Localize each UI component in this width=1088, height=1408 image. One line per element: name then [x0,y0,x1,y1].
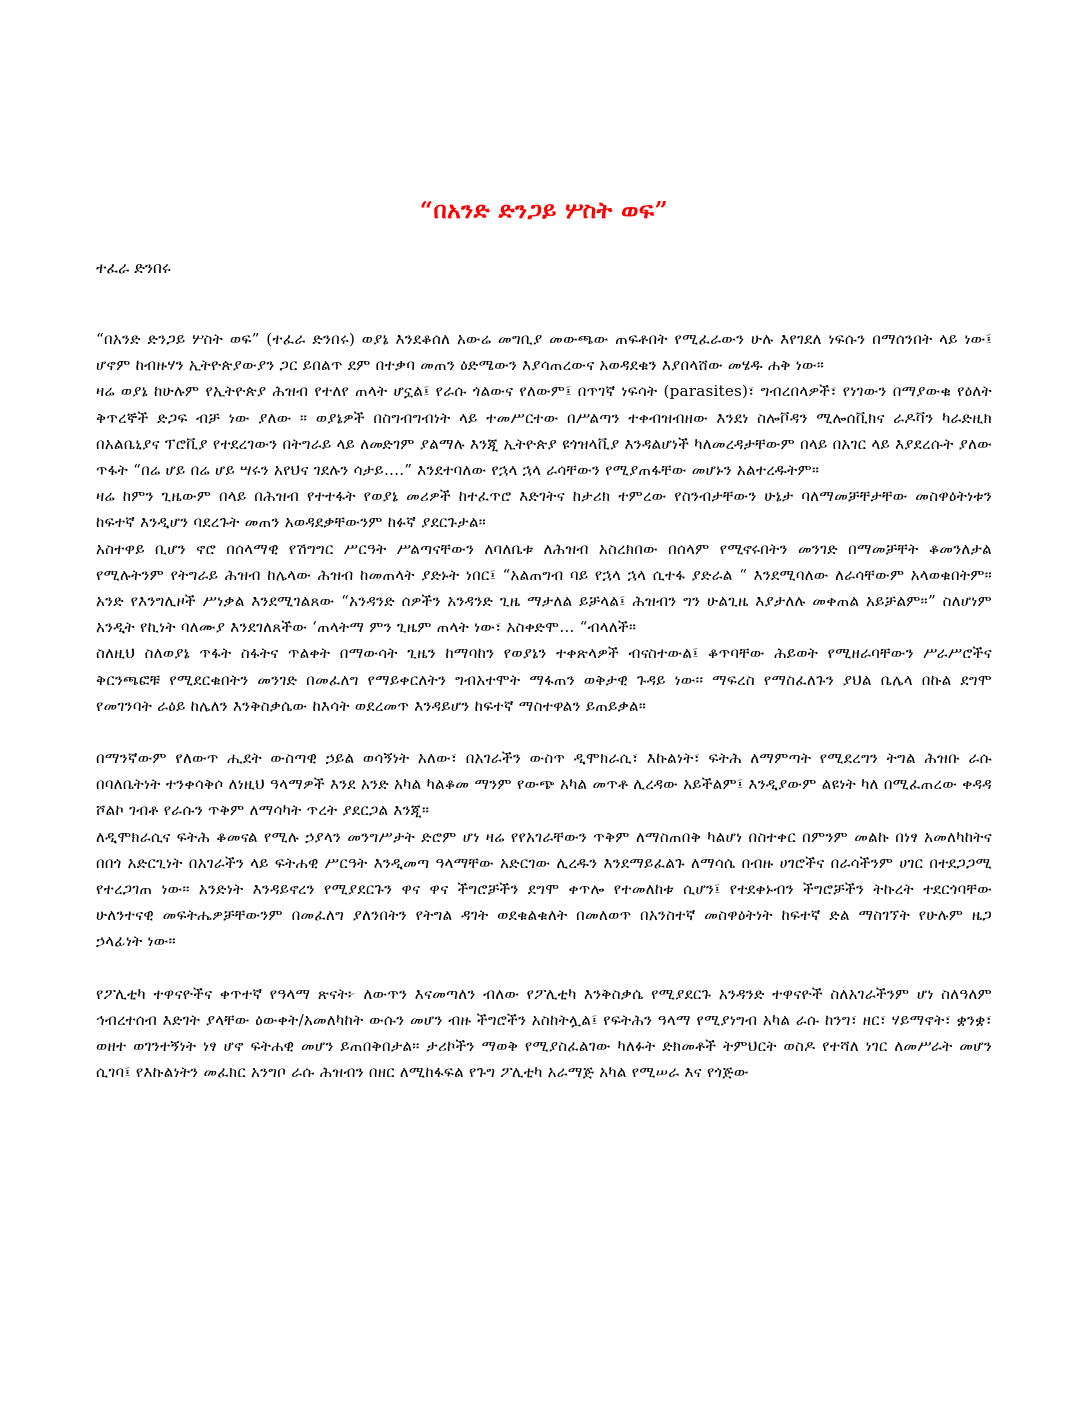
paragraph-gap [96,955,992,981]
paragraph: በማንኛውም የለውጥ ሒደት ውስጣዊ ኃይል ወሳኝነት አለው፣ በአገራችን ውስጥ ዲሞክራሲ፣ እኩልነት፣ ፍትሕ ለማምጣት የሚደረግን ትግል ሕዝቡ ራሱ በባለቤትነት ተንቀሳቅሶ ለነዚህ ዓላማዎች እንደ አንድ አካል ካልቆመ ማንም የውጭ አካል መጥቶ ሊረዳው አይችልም፤ እንዲያውም ልዩነት ካለ በሚፈጠረው ቀዳዳ ሾልኮ ገብቶ የራሱን ጥቅም ለማሳካት ጥረት ያደርጋል እንጂ። [96,749,992,820]
paragraph: ለዲሞክራሲና ፍትሕ ቆመናል የሚሉ ኃያላን መንግሥታት ድሮም ሆነ ዛሬ የየአገራቸውን ጥቅም ለማስጠበቅ ካልሆነ በስተቀር በምንም መልኩ በነፃ አመለካከትና በበጎ አድርጊነት በአገራችን ላይ ፍትሐዊ ሥርዓት እንዲመጣ ዓላማቸው አድርገው ሊረዱን እንደማይፈልጉ ለማሳሴ በብዙ ሀገሮችና በራሳችንም ሀገር በተደጋጋሚ የተረጋገጠ ነው። አንድነት እንዳይኖረን የሚያደርጉን ዋና ዋና ችግሮቻችን ደግሞ ቀጥሎ የተመለከቱ ሲሆን፤ የተደቀኑብን ችግሮቻችን ትኩረት ተደርጎባቸው ሁለንተናዊ መፍትሔዎቻቸውንም በመፈለግ ያለንበትን የትግል ዳገት ወደቁልቁለት በመለወጥ በአንስተኛ መስዋዕትነት ከፍተኛ ድል ማስገኘት የሁሉም ዜጋ ኃላፊነት ነው። [96,827,992,951]
paragraph: ስለዚህ ስለወያኔ ጥፋት ስፋትና ጥልቀት በማውሳት ጊዜን ከማባከን የወያኔን ተቀጽላዎች ብናስተውል፤ ቆጥባቸው ሕይወት የሚዘራባቸውን ሥራሥሮችና ቅርንጫፎቹ የሚደርቁበትን መንገድ በመፈለግ የማይቀርለትን ግብአተሞት ማፋጠን ወቅታዊ ጉዳይ ነው፡፡ ማፍረስ የማስፈለጉን ያህል ቤሌላ በኩል ደግሞ የመገንባት ራዕይ ከሌለን እንቅስቃሴው ከእሳት ወደረመጥ እንዳይሆን ከፍተኛ ማስተዋልን ይጠይቃል። [96,644,992,715]
document-title: “በአንድ ድንጋይ ሦስት ወፍ” [419,197,669,224]
paragraph-gap [96,719,992,745]
paragraph: “በአንድ ድንጋይ ሦስት ወፍ” (ተፈራ ድንበሩ) ወያኔ እንደቆሰለ አውሬ መግቢያ መውጫው ጠፍቶበት የሚፈራውን ሁሉ እየገደለ ነፍሱን በማሰንበት ላይ ነው፤ ሆኖም ከብዙሃን ኢትዮጵያውያን ጋር ይበልጥ ደም በተቃባ መጠን ዕድሜውን እያሳጠረውና አወዳደቁን እያበላሸው መሄዱ ሐቅ ነው። [96,330,992,375]
document-page [96,196,992,1085]
paragraph: ዛሬ ከምን ጊዜውም በላይ በሕዝብ የተተፋት የወያኔ መሪዎች ከተፈጥሮ እድገትና ከታሪክ ተምረው የስንብታቸውን ሁኔታ ባለማመቻቸታቸው መስዋዕትነቱን ከፍተኛ እንዲሆን ባደረጉት መጠን አወዳደቃቸውንም ከፉኛ ያደርጉታል። [96,487,992,532]
paragraph: ዛሬ ወያኔ ከሁሉም የኢትዮጵያ ሕዝብ የተለየ ጠላት ሆኗል፤ የራሱ ጎልውና የለውም፤ በጥገኛ ነፍሳት (parasites)፣ ግብረበላዎች፣ የነገውን በማያውቁ የዕለት ቅጥረኞች ድጋፍ ብቻ ነው ያለው ። ወያኔዎች በስግብግብነት ላይ ተመሥርተው በሥልጣን ተቀብዝብዘው እንደነ ስሎቮዳን ሚሎሰቪክና ራዶቫን ካራድዚክ በአልቤኒያና ፕሮቪያ የተደረገውን በትግራይ ላይ ለመድገም ያልማሉ እንጂ ኢትዮጵያ ዩጎዝላቪያ እንዳልሆነች ካለመረዳታቸውም በላይ በአገር ላይ እያደረሱት ያለው ጥፋት “በሬ ሆይ በሬ ሆይ ሣሩን አየህና ገደሉን ሳታይ….” እንደተባለው የኋላ ኋላ ራሳቸውን የሚያጠፋቸው መሆኑን አልተረዱትም። [96,382,992,480]
paragraph: አስተዋይ ቢሆን ኖሮ በሰላማዊ የሽግግር ሥርዓት ሥልጣናቸውን ለባለቤቱ ለሕዝብ አስረክበው በሰላም የሚኖሩበትን መንገድ በማመቻቸት ቆመንለታል የሚሉትንም የትግራይ ሕዝብ ከሌላው ሕዝብ ከመጠላት ያድኑት ነበር፤ “አልጠግብ ባይ የኋላ ኋላ ሲተፋ ያድራል “ እንደሚባለው ለራሳቸውም አላወቁበትም። አንድ የእንግሊዞች ሥነቃል እንደሚገልጸው “አንዳንድ ሰዎችን አንዳንድ ጊዜ ማታለል ይቻላል፤ ሕዝብን ግን ሁልጊዜ እያታለሉ መቀጠል አይቻልም።” ስለሆነም አንዲት የኪነት ባለሙያ እንደገለጸችው ‘ጠላትማ ምን ጊዜም ጠላት ነው፣ አስቀድሞ… “ብላለች። [96,539,992,637]
paragraph: የፖሊቲካ ተዋናዮችና ቀጥተኛ የዓላማ ጽናት፦ ለውጥን እናመጣለን ብለው የፖሊቲካ እንቅስቃሴ የሚያደርጉ አንዳንድ ተዋናዮች ስለአገራችንም ሆነ ስለዓለም ኅብረተሰብ እድገት ያላቸው ዕውቀት/አመለካከት ውሱን መሆን ብዙ ችግሮችን አስከትሏል፤ የፍትሕን ዓላማ የሚያነግብ አካል ራሱ ከንግ፣ ዘር፣ ሃይማኖት፣ ቋንቋ፣ ወዘተ ወገንተኝነት ነፃ ሆኖ ፍትሐዊ መሆን ይጠበቅበታል። ታሪኮችን ማወቅ የሚያስፈልገው ካለፉት ድክመቶች ትምህርት ወስዶ የተሻለ ነገር ለመሥራት መሆን ሲገባ፤ የእኩልነትን መፈክር አንግቦ ራሱ ሕዝብን በዘር ለሚከፋፍል የጉግ ፖሊቲካ አራማጅ አካል የሚሠራ እና የጎጅው [96,984,992,1082]
author-name: ተፈራ ድንበሩ [96,259,171,277]
